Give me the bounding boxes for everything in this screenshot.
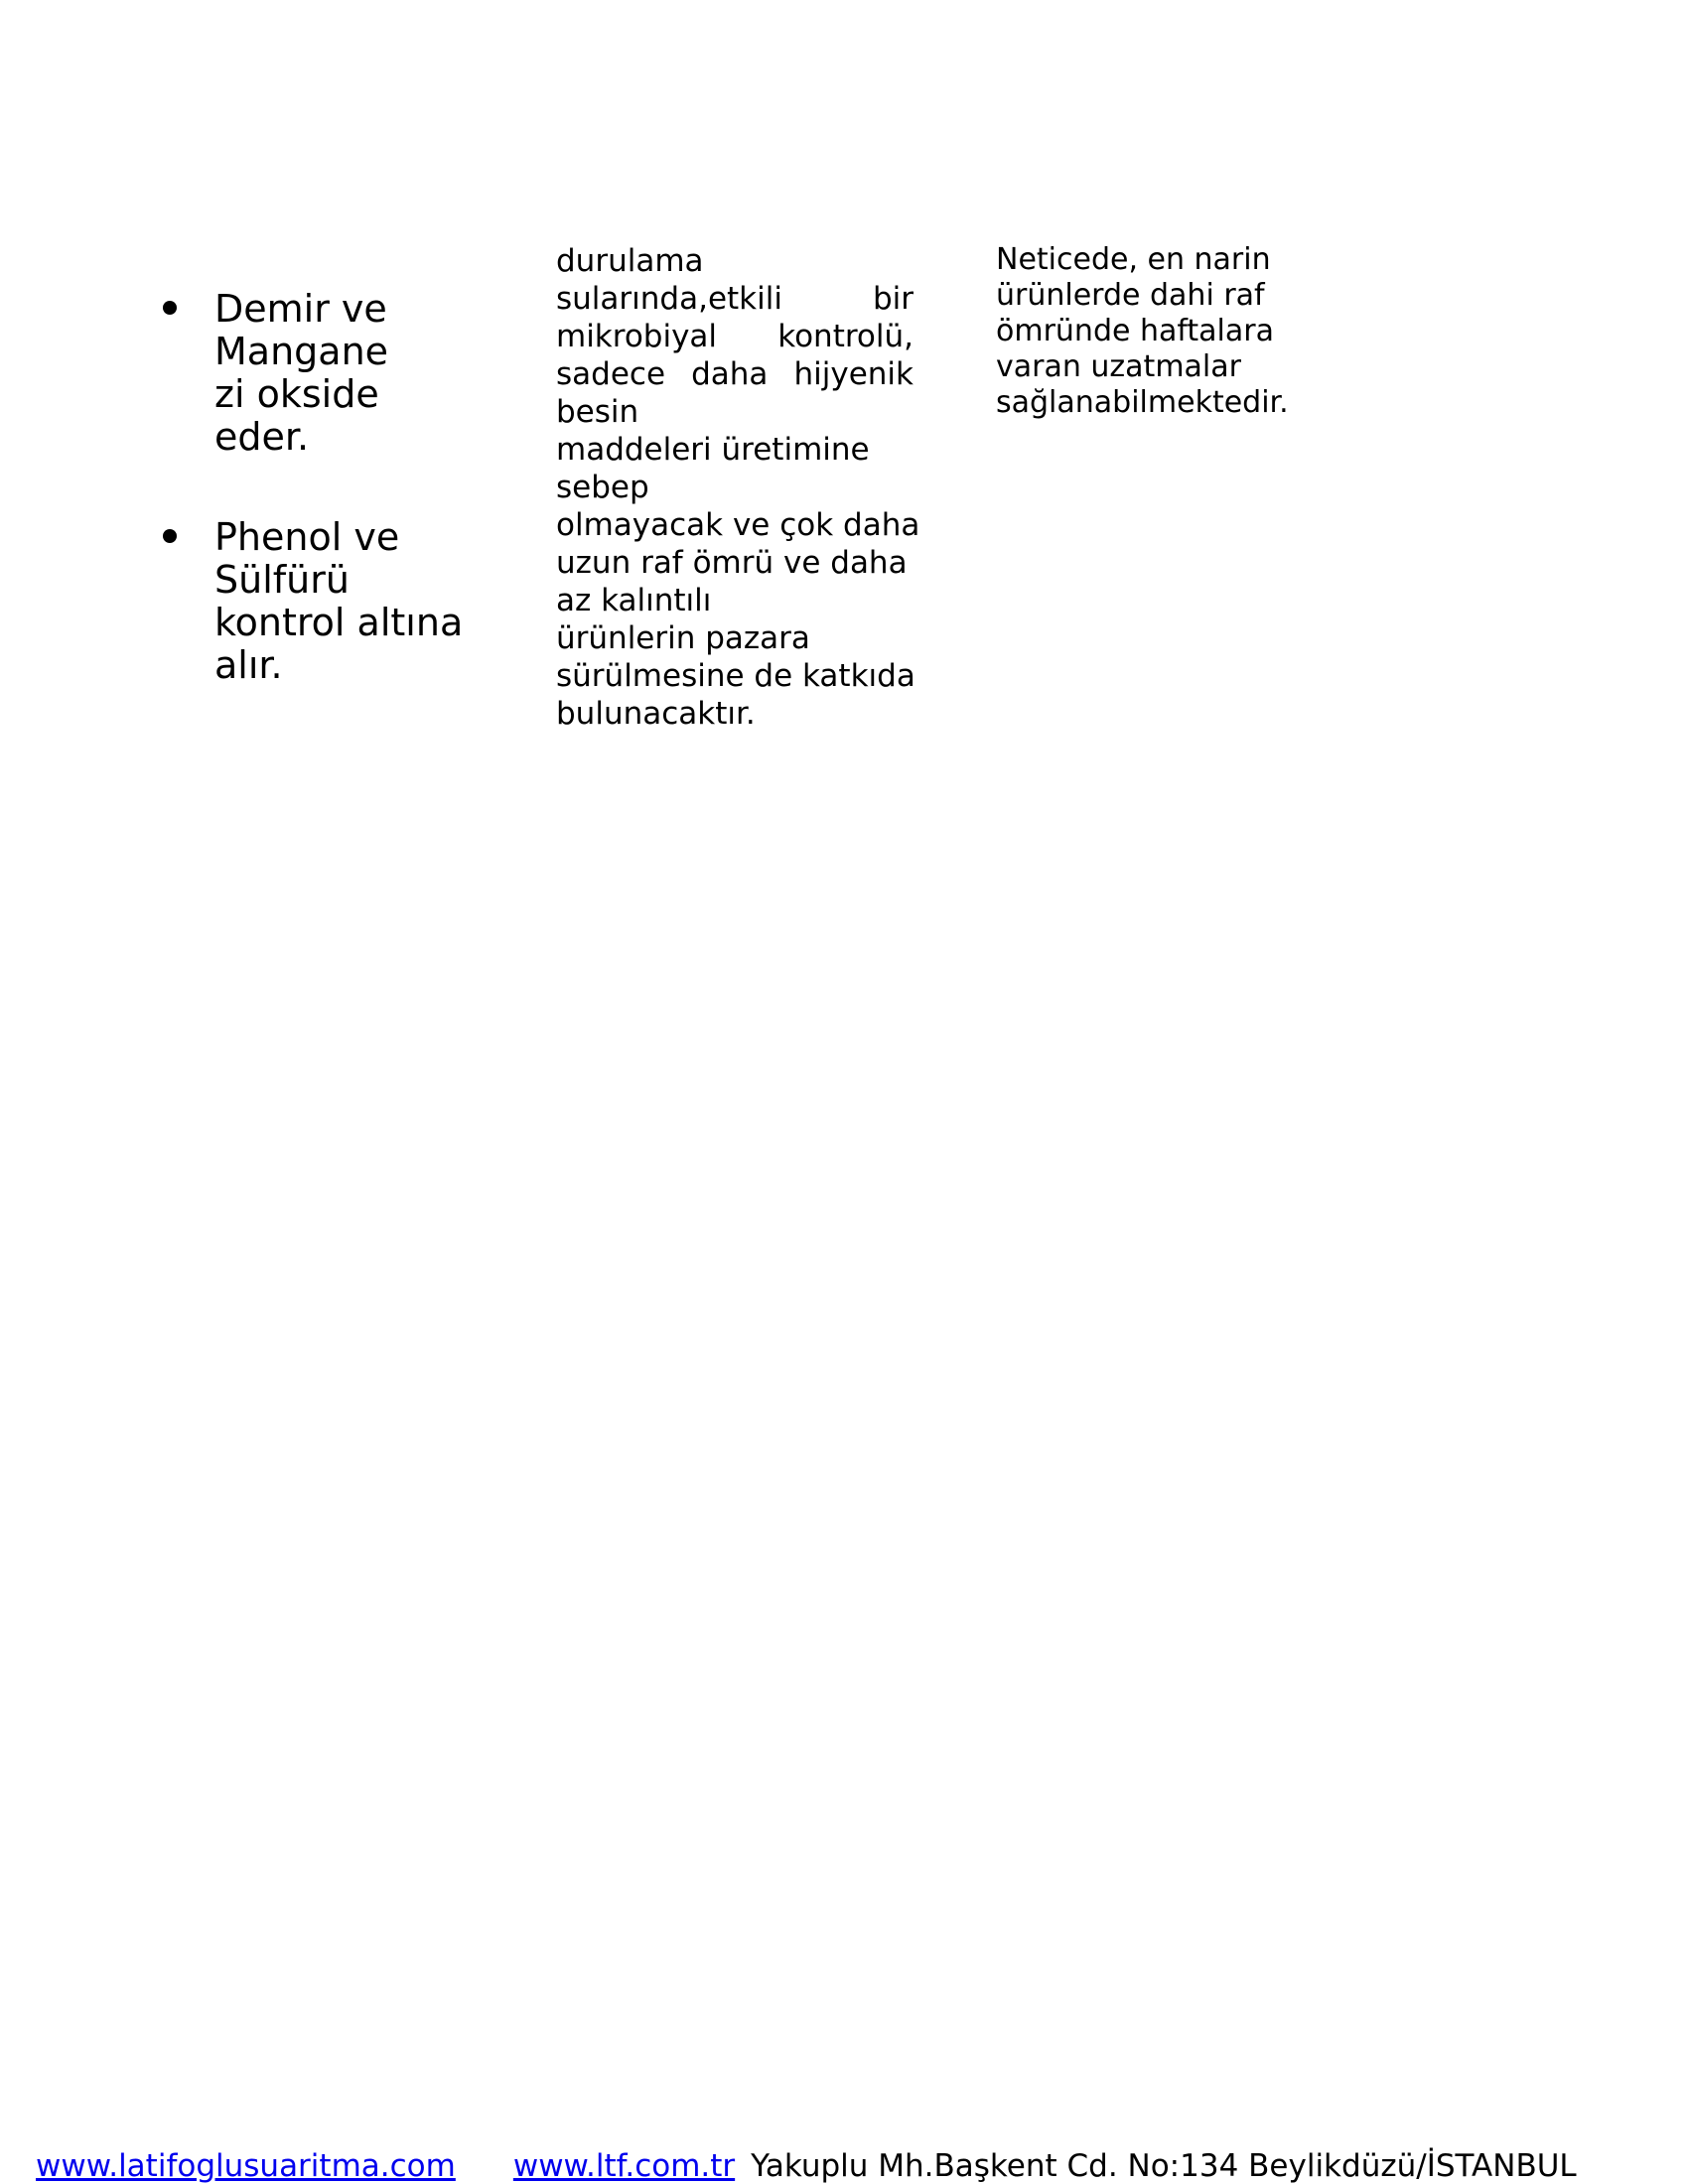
- paragraph-line: ömründe haftalara: [996, 314, 1274, 348]
- bullet-line: Mangane: [214, 330, 389, 373]
- paragraph-line: Neticede, en narin: [996, 242, 1271, 277]
- paragraph-column-right: [996, 242, 1353, 421]
- list-item: [139, 516, 477, 687]
- bullet-line: Demir ve: [214, 287, 387, 331]
- list-item: [139, 288, 477, 459]
- website-link-ltf[interactable]: www.ltf.com.tr: [512, 2148, 736, 2184]
- bullet-icon: [163, 529, 177, 543]
- bullet-line: kontrol altına: [214, 601, 464, 644]
- bullet-list: [139, 288, 477, 687]
- paragraph-line: durulama: [556, 243, 704, 279]
- website-link-latifoglu[interactable]: www.latifoglusuaritma.com: [36, 2148, 456, 2184]
- footer-address: Yakuplu Mh.Başkent Cd. No:134 Beylikdüzü/İSTANBUL: [751, 2148, 1577, 2184]
- paragraph-line: varan uzatmalar: [996, 349, 1241, 384]
- paragraph-line: sularında,etkili bir: [556, 281, 914, 317]
- paragraph-line: olmayacak ve çok daha: [556, 507, 920, 543]
- bullet-line: Phenol ve: [214, 515, 400, 559]
- bullet-line: alır.: [214, 643, 283, 687]
- paragraph-line: sebep: [556, 470, 649, 505]
- paragraph-line: sağlanabilmektedir.: [996, 385, 1289, 420]
- paragraph-line: ürünlerde dahi raf: [996, 278, 1265, 313]
- paragraph-line: sürülmesine de katkıda: [556, 658, 915, 694]
- paragraph-line: az kalıntılı: [556, 583, 712, 618]
- page-footer: [36, 2148, 1577, 2184]
- bullet-line: eder.: [214, 415, 310, 459]
- paragraph-line: mikrobiyal kontrolü,: [556, 319, 914, 354]
- bullet-icon: [163, 301, 177, 315]
- bullet-line: zi okside: [214, 372, 379, 416]
- paragraph-line: sadece daha hijyenik: [556, 356, 914, 392]
- paragraph-line: besin: [556, 394, 639, 430]
- paragraph-line: bulunacaktır.: [556, 696, 756, 732]
- paragraph-line: maddeleri üretimine: [556, 432, 870, 468]
- paragraph-column-middle: [556, 242, 920, 733]
- bullet-column: [139, 288, 477, 745]
- paragraph-line: uzun raf ömrü ve daha: [556, 545, 908, 581]
- bullet-line: Sülfürü: [214, 558, 350, 602]
- paragraph-line: ürünlerin pazara: [556, 620, 810, 656]
